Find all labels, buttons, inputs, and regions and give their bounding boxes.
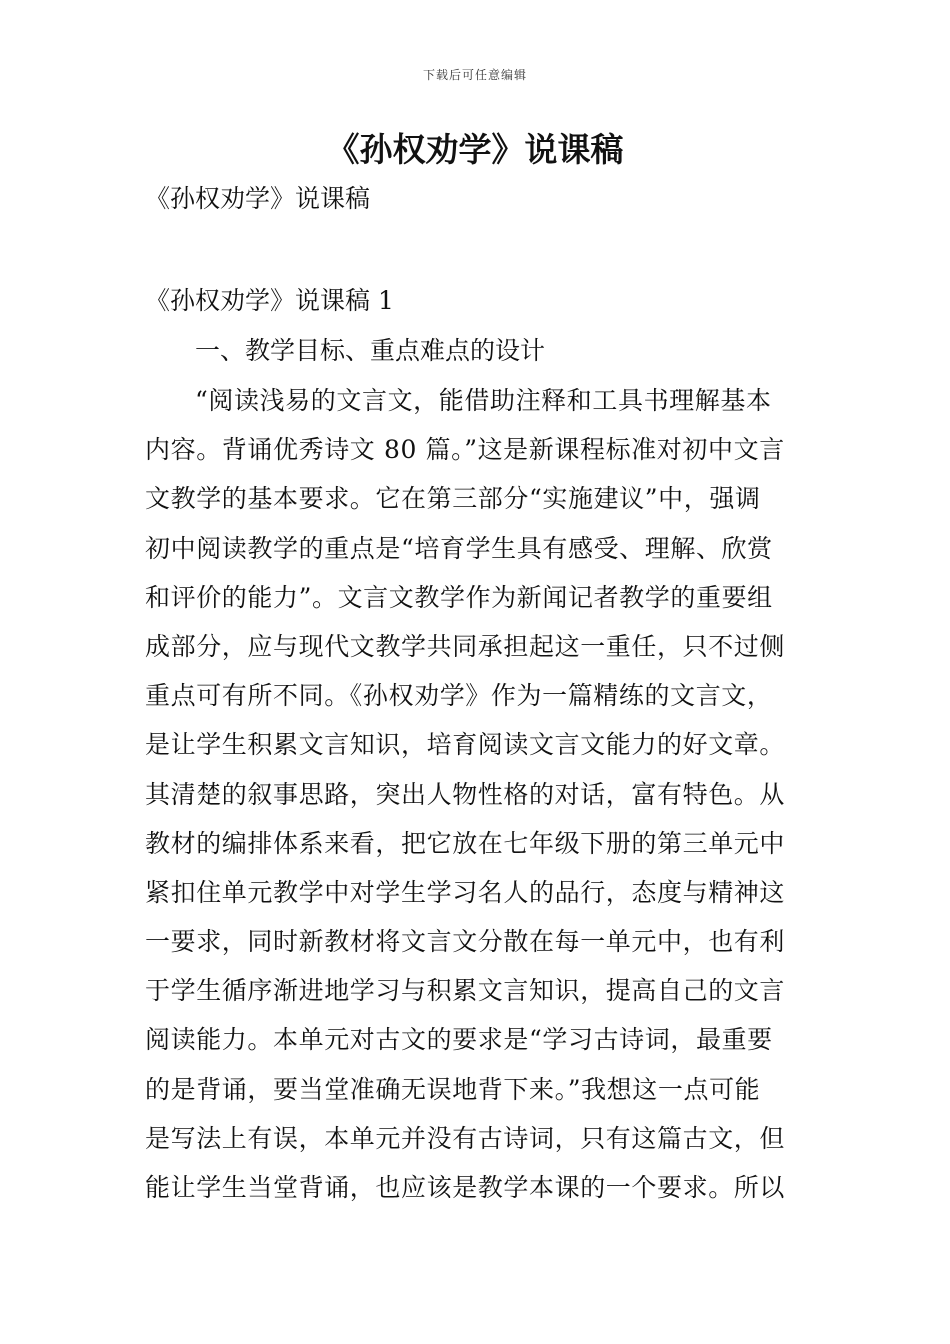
body-paragraph: [145, 382, 810, 1218]
document-title: 《孙权劝学》说课稿: [326, 130, 624, 169]
paragraph-line: 教材的编排体系来看，把它放在七年级下册的第三单元中: [145, 828, 786, 858]
paragraph-line: 重点可有所不同。《孙权劝学》作为一篇精练的文言文，: [145, 681, 773, 711]
paragraph-line: 文教学的基本要求。它在第三部分“实施建议”中，强调: [145, 484, 761, 514]
paragraph-line: 的是背诵，要当堂准确无误地背下来。”我想这一点可能: [145, 1074, 761, 1104]
document-subtitle: 《孙权劝学》说课稿: [145, 184, 371, 213]
paragraph-line: 紧扣住单元教学中对学生学习名人的品行，态度与精神这: [145, 877, 786, 907]
header-note: 下载后可任意编辑: [422, 68, 527, 82]
paragraph-line: “阅读浅易的文言文，能借助注释和工具书理解基本: [195, 386, 772, 415]
paragraph-line: 初中阅读教学的重点是“培育学生具有感受、理解、欣赏: [145, 533, 773, 563]
paragraph-line: 阅读能力。本单元对古文的要求是“学习古诗词，最重要: [145, 1025, 773, 1055]
paragraph-line: 是写法上有误，本单元并没有古诗词，只有这篇古文，但: [145, 1123, 786, 1153]
section-heading: 一、教学目标、重点难点的设计: [195, 336, 546, 365]
paragraph-line: 于学生循序渐进地学习与积累文言知识，提高自己的文言: [145, 976, 786, 1006]
paragraph-line: 成部分，应与现代文教学共同承担起这一重任，只不过侧: [145, 631, 786, 661]
paragraph-line: 和评价的能力”。文言文教学作为新闻记者教学的重要组: [145, 582, 773, 612]
paragraph-line: 是让学生积累文言知识，培育阅读文言文能力的好文章。: [145, 730, 786, 760]
paragraph-line: 一要求，同时新教材将文言文分散在每一单元中，也有利: [145, 927, 786, 957]
paragraph-line: 能让学生当堂背诵，也应该是教学本课的一个要求。所以: [145, 1173, 786, 1202]
section-title: 《孙权劝学》说课稿 1: [145, 286, 394, 315]
paragraph-line: 其清楚的叙事思路，突出人物性格的对话，富有特色。从: [145, 779, 786, 809]
paragraph-line: 内容。背诵优秀诗文 80 篇。”这是新课程标准对初中文言: [145, 435, 785, 465]
